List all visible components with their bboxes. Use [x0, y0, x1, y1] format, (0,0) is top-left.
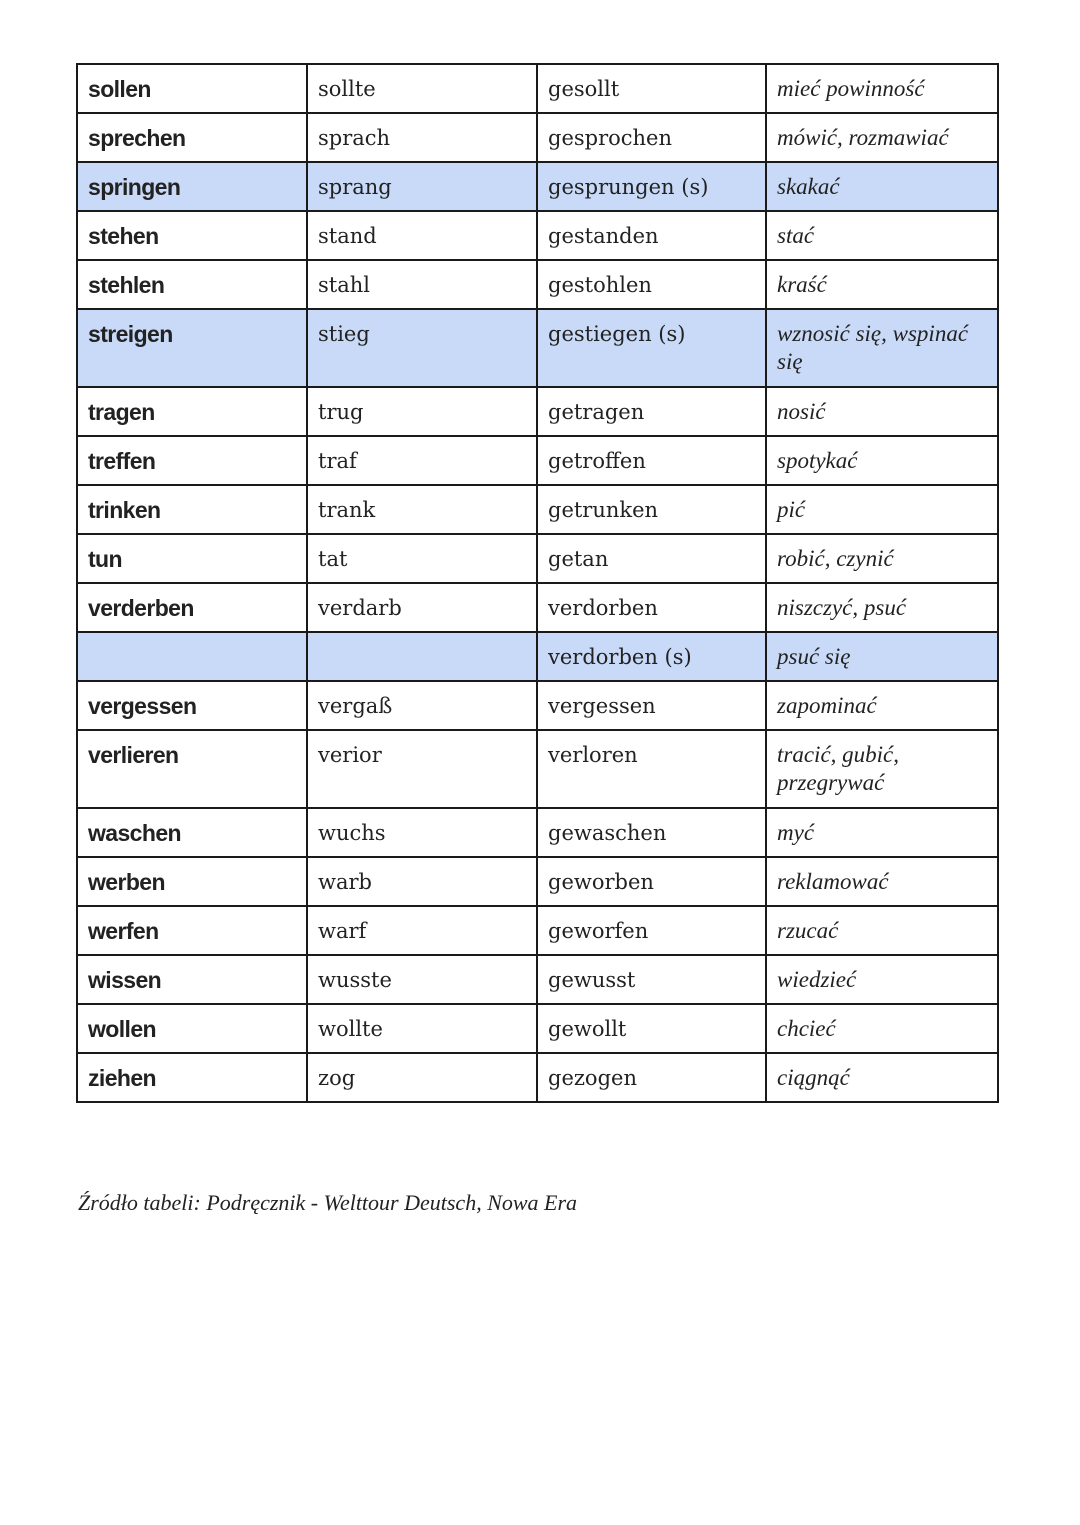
infinitive-cell [77, 632, 307, 681]
praeteritum-cell: wollte [307, 1004, 537, 1053]
meaning-cell: chcieć [766, 1004, 998, 1053]
meaning-cell: zapominać [766, 681, 998, 730]
praeteritum-cell: trank [307, 485, 537, 534]
meaning-cell: kraść [766, 260, 998, 309]
infinitive-cell: tragen [77, 387, 307, 436]
perfekt-cell: gewollt [537, 1004, 766, 1053]
meaning-cell: ciągnąć [766, 1053, 998, 1102]
praeteritum-cell: sprang [307, 162, 537, 211]
perfekt-cell: getrunken [537, 485, 766, 534]
praeteritum-cell: stahl [307, 260, 537, 309]
praeteritum-cell: stieg [307, 309, 537, 387]
meaning-cell: tracić, gubić, przegrywać [766, 730, 998, 808]
table-row [77, 211, 998, 260]
praeteritum-cell: tat [307, 534, 537, 583]
perfekt-cell: gesollt [537, 64, 766, 113]
infinitive-cell: werben [77, 857, 307, 906]
perfekt-cell: verdorben [537, 583, 766, 632]
meaning-cell: wiedzieć [766, 955, 998, 1004]
meaning-cell: niszczyć, psuć [766, 583, 998, 632]
infinitive-cell: sprechen [77, 113, 307, 162]
infinitive-cell: springen [77, 162, 307, 211]
table-row [77, 857, 998, 906]
perfekt-cell: getan [537, 534, 766, 583]
meaning-cell: spotykać [766, 436, 998, 485]
table-row [77, 260, 998, 309]
infinitive-cell: waschen [77, 808, 307, 857]
praeteritum-cell: trug [307, 387, 537, 436]
infinitive-cell: stehen [77, 211, 307, 260]
praeteritum-cell: sprach [307, 113, 537, 162]
perfekt-cell: gesprochen [537, 113, 766, 162]
infinitive-cell: streigen [77, 309, 307, 387]
meaning-cell: wznosić się, wspinać się [766, 309, 998, 387]
praeteritum-cell: sollte [307, 64, 537, 113]
table-row [77, 808, 998, 857]
praeteritum-cell: vergaß [307, 681, 537, 730]
table-row [77, 485, 998, 534]
table-row [77, 1053, 998, 1102]
praeteritum-cell: stand [307, 211, 537, 260]
table-row [77, 534, 998, 583]
table-row [77, 309, 998, 387]
infinitive-cell: tun [77, 534, 307, 583]
perfekt-cell: gezogen [537, 1053, 766, 1102]
infinitive-cell: verlieren [77, 730, 307, 808]
table-row [77, 436, 998, 485]
praeteritum-cell: wusste [307, 955, 537, 1004]
meaning-cell: pić [766, 485, 998, 534]
table-row [77, 113, 998, 162]
perfekt-cell: gewusst [537, 955, 766, 1004]
perfekt-cell: vergessen [537, 681, 766, 730]
meaning-cell: myć [766, 808, 998, 857]
meaning-cell: skakać [766, 162, 998, 211]
table-row [77, 162, 998, 211]
table-row [77, 955, 998, 1004]
source-note: Źródło tabeli: Podręcznik - Welttour Deutsch, Nowa Era [78, 1190, 578, 1215]
infinitive-cell: wollen [77, 1004, 307, 1053]
praeteritum-cell: verior [307, 730, 537, 808]
praeteritum-cell [307, 632, 537, 681]
meaning-cell: robić, czynić [766, 534, 998, 583]
table-row [77, 730, 998, 808]
table-row [77, 681, 998, 730]
infinitive-cell: werfen [77, 906, 307, 955]
table-row [77, 906, 998, 955]
meaning-cell: mówić, rozmawiać [766, 113, 998, 162]
infinitive-cell: wissen [77, 955, 307, 1004]
perfekt-cell: verdorben (s) [537, 632, 766, 681]
infinitive-cell: trinken [77, 485, 307, 534]
table-row [77, 632, 998, 681]
table-row [77, 583, 998, 632]
perfekt-cell: getroffen [537, 436, 766, 485]
infinitive-cell: treffen [77, 436, 307, 485]
table-row [77, 387, 998, 436]
infinitive-cell: ziehen [77, 1053, 307, 1102]
meaning-cell: rzucać [766, 906, 998, 955]
meaning-cell: psuć się [766, 632, 998, 681]
praeteritum-cell: zog [307, 1053, 537, 1102]
praeteritum-cell: verdarb [307, 583, 537, 632]
praeteritum-cell: warb [307, 857, 537, 906]
infinitive-cell: vergessen [77, 681, 307, 730]
meaning-cell: reklamować [766, 857, 998, 906]
perfekt-cell: geworben [537, 857, 766, 906]
perfekt-cell: gesprungen (s) [537, 162, 766, 211]
infinitive-cell: sollen [77, 64, 307, 113]
perfekt-cell: gestiegen (s) [537, 309, 766, 387]
perfekt-cell: gestanden [537, 211, 766, 260]
perfekt-cell: gestohlen [537, 260, 766, 309]
perfekt-cell: getragen [537, 387, 766, 436]
infinitive-cell: stehlen [77, 260, 307, 309]
praeteritum-cell: warf [307, 906, 537, 955]
infinitive-cell: verderben [77, 583, 307, 632]
meaning-cell: nosić [766, 387, 998, 436]
perfekt-cell: verloren [537, 730, 766, 808]
table-row [77, 1004, 998, 1053]
meaning-cell: mieć powinność [766, 64, 998, 113]
table-row [77, 64, 998, 113]
verb-table-body [77, 64, 998, 1102]
perfekt-cell: gewaschen [537, 808, 766, 857]
verb-table [76, 63, 999, 1103]
praeteritum-cell: traf [307, 436, 537, 485]
meaning-cell: stać [766, 211, 998, 260]
praeteritum-cell: wuchs [307, 808, 537, 857]
perfekt-cell: geworfen [537, 906, 766, 955]
